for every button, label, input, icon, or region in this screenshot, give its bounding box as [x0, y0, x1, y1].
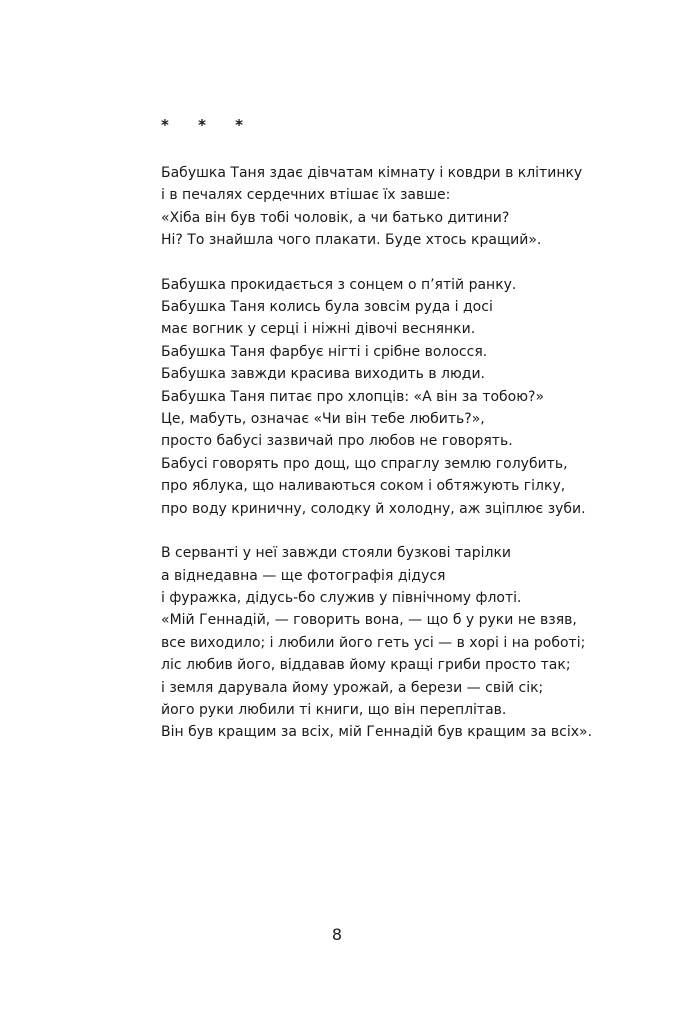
poem-line: має вогник у серці і ніжні дівочі веснянки. [161, 321, 476, 338]
poem-line: Бабушка прокидається з сонцем о п’ятій ранку. [161, 276, 517, 293]
poem-line: Бабушка Таня колись була зовсім руда і досі [161, 299, 493, 316]
stanza-1 [161, 162, 641, 252]
poem-line: просто бабусі зазвичай про любов не говорять. [161, 433, 513, 450]
poem-line: про воду криничну, солодку й холодну, аж зціплює зуби. [161, 500, 586, 517]
poem-line: про яблука, що наливаються соком і обтяжують гілку, [161, 478, 566, 495]
poem-line: Ні? То знайшла чого плакати. Буде хтось кращий». [161, 232, 542, 249]
stanza-2 [161, 274, 641, 520]
page-number: 8 [331, 925, 343, 944]
poem-line: і фуражка, дідусь-бо служив у північному флоті. [161, 589, 522, 606]
poem-line: Бабушка завжди красива виходить в люди. [161, 366, 486, 383]
poem-line: Бабушка Таня здає дівчатам кімнату і ковдри в клітинку [161, 165, 583, 181]
poem-line: все виходило; і любили його геть усі — в хорі і на роботі; [161, 634, 586, 651]
poem-line: а віднедавна — ще фотографія дідуся [161, 567, 446, 584]
poem-line: і в печалях сердечних втішає їх завше: [161, 187, 451, 204]
poem-line: Бабушка Таня питає про хлопців: «А він за тобою?» [161, 388, 545, 405]
stanza-separator: * * * [161, 116, 255, 134]
poem-line: «Мій Геннадій, — говорить вона, — що б у руки не взяв, [161, 612, 577, 629]
poem-line: «Хіба він був тобі чоловік, а чи батько дитини? [161, 209, 510, 226]
poem-line: його руки любили ті книги, що він переплітав. [161, 701, 507, 718]
poem-line: ліс любив його, віддавав йому кращі гриби просто так; [161, 657, 571, 674]
poem-body [161, 162, 641, 766]
poem-line: Бабушка Таня фарбує нігті і срібне волосся. [161, 343, 488, 360]
stanza-3 [161, 542, 641, 744]
poem-line: Бабусі говорять про дощ, що спраглу землю голубить, [161, 455, 568, 472]
poem-line: Він був кращим за всіх, мій Геннадій був кращим за всіх». [161, 724, 593, 741]
poem-line: В серванті у неї завжди стояли бузкові тарілки [161, 545, 512, 562]
poem-line: і земля дарувала йому урожай, а берези — свій сік; [161, 679, 544, 696]
poem-line: Це, мабуть, означає «Чи він тебе любить?», [161, 411, 485, 428]
